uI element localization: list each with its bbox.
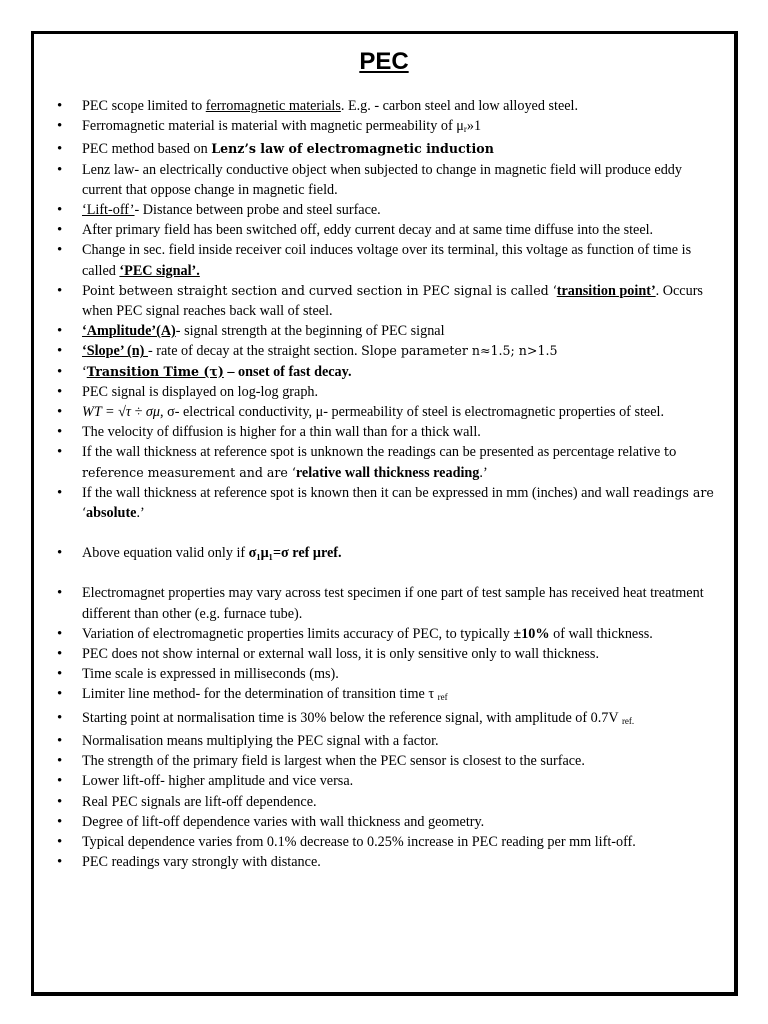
list-item: • Real PEC signals are lift-off dependence. [54,792,714,812]
page-title: PEC [359,48,409,75]
list-item: • If the wall thickness at reference spot is known then it can be expressed in mm (inches) and wall readings are ‘absolute.’ [54,483,714,523]
list-item: • Point between straight section and curved section in PEC signal is called ‘transition point’. Occurs when PEC signal reaches back wall of steel. [54,281,714,321]
list-item: • PEC scope limited to ferromagnetic materials. E.g. - carbon steel and low alloyed steel. [54,96,714,116]
bullet-list [54,96,714,872]
list-item: • Lenz law- an electrically conductive object when subjected to change in magnetic field will produce eddy current that oppose change in magnetic field. [54,160,714,200]
list-item: • Change in sec. field inside receiver coil induces voltage over its terminal, this voltage as function of time is called ‘PEC signal’. [54,240,714,280]
list-item: • Variation of electromagnetic properties limits accuracy of PEC, to typically ±10% of wall thickness. [54,624,714,644]
list-item: • If the wall thickness at reference spot is unknown the readings can be presented as percentage relative to reference measurement and are ‘relative wall thickness reading.’ [54,442,714,482]
list-item: • After primary field has been switched off, eddy current decay and at same time diffuse into the steel. [54,220,714,240]
list-item: • ‘Amplitude’(A)- signal strength at the beginning of PEC signal [54,321,714,341]
list-item: • Time scale is expressed in milliseconds (ms). [54,664,714,684]
list-item: • PEC does not show internal or external wall loss, it is only sensitive only to wall thickness. [54,644,714,664]
list-item: • ‘Transition Time (τ) – onset of fast decay. [54,362,714,382]
list-item: • PEC method based on Lenz’s law of electromagnetic induction [54,139,714,159]
list-item: • ‘Slope’ (n) - rate of decay at the straight section. Slope parameter n≈1.5; n>1.5 [54,341,714,361]
list-item: • WT = √τ ÷ σμ, σ- electrical conductivity, μ- permeability of steel is electromagnetic properties of steel. [54,402,714,422]
list-item: • PEC signal is displayed on log-log graph. [54,382,714,402]
list-item: • Normalisation means multiplying the PEC signal with a factor. [54,731,714,751]
list-item: • Degree of lift-off dependence varies with wall thickness and geometry. [54,812,714,832]
list-item: • ‘Lift-off’- Distance between probe and steel surface. [54,200,714,220]
list-item: • The velocity of diffusion is higher for a thin wall than for a thick wall. [54,422,714,442]
list-item: • Lower lift-off- higher amplitude and vice versa. [54,771,714,791]
list-item: • The strength of the primary field is largest when the PEC sensor is closest to the surface. [54,751,714,771]
list-item: • Starting point at normalisation time is 30% below the reference signal, with amplitude of 0.7V $_{ref.}$ [54,708,714,731]
list-item: • Ferromagnetic material is material with magnetic permeability of $\mu_r»1$ [54,116,714,139]
list-item: • Above equation valid only if σ₁μ₁=σ ref μref. [54,543,714,563]
list-item: • Limiter line method- for the determination of transition time τ $_{ref}$ [54,684,714,707]
list-item: • Electromagnet properties may vary across test specimen if one part of test sample has received heat treatment different than other (e.g. furnace tube). [54,583,714,623]
list-item: • PEC readings vary strongly with distance. [54,852,714,872]
list-item: • Typical dependence varies from 0.1% decrease to 0.25% increase in PEC reading per mm lift-off. [54,832,714,852]
